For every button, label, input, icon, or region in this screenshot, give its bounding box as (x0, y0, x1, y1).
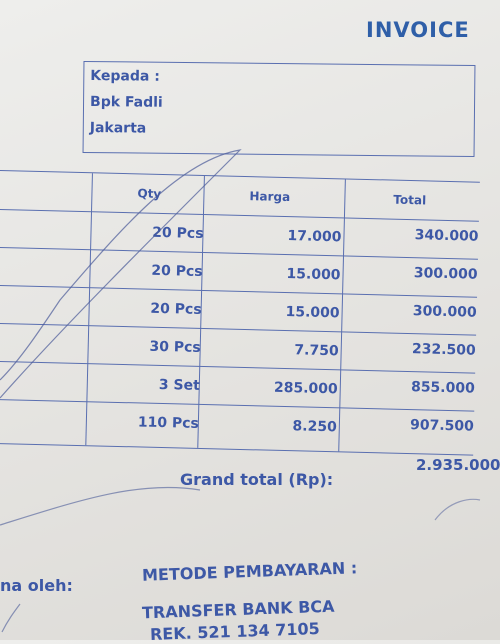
row-1-qty: 20 Pcs (152, 224, 204, 242)
row-4-price: 7.750 (294, 342, 339, 360)
row-4-total: 232.500 (411, 341, 476, 359)
header-total: Total (393, 192, 427, 208)
grand-total-label: Grand total (Rp): (180, 470, 334, 489)
row-2-price: 15.000 (286, 266, 341, 284)
row-3-qty: 20 Pcs (150, 300, 202, 318)
bank-account: REK. 521 134 7105 (149, 619, 321, 644)
recipient-name: Bpk Fadli (89, 94, 163, 111)
payment-method: TRANSFER BANK BCA (141, 596, 335, 623)
row-2-qty: 20 Pcs (151, 262, 203, 280)
recipient-city: Jakarta (89, 120, 147, 137)
signed-by-label: na oleh: (0, 576, 73, 595)
row-5-qty: 3 Set (158, 376, 200, 394)
row-3-price: 15.000 (285, 304, 340, 322)
header-price: Harga (249, 189, 291, 205)
grand-total-value: 2.935.000 (416, 456, 500, 474)
row-3-total: 300.000 (412, 303, 477, 321)
payment-title: METODE PEMBAYARAN : (141, 558, 358, 585)
row-5-price: 285.000 (273, 379, 338, 398)
row-2-total: 300.000 (413, 265, 478, 283)
recipient-label: Kepada : (90, 68, 160, 85)
row-1-price: 17.000 (287, 228, 342, 246)
row-6-qty: 110 Pcs (137, 414, 200, 432)
invoice-title: INVOICE (366, 18, 470, 42)
row-4-qty: 30 Pcs (149, 338, 201, 356)
row-1-total: 340.000 (414, 227, 479, 245)
row-6-price: 8.250 (292, 418, 338, 436)
header-qty: Qty (137, 186, 162, 201)
row-6-total: 907.500 (409, 417, 475, 435)
row-5-total: 855.000 (410, 379, 475, 397)
